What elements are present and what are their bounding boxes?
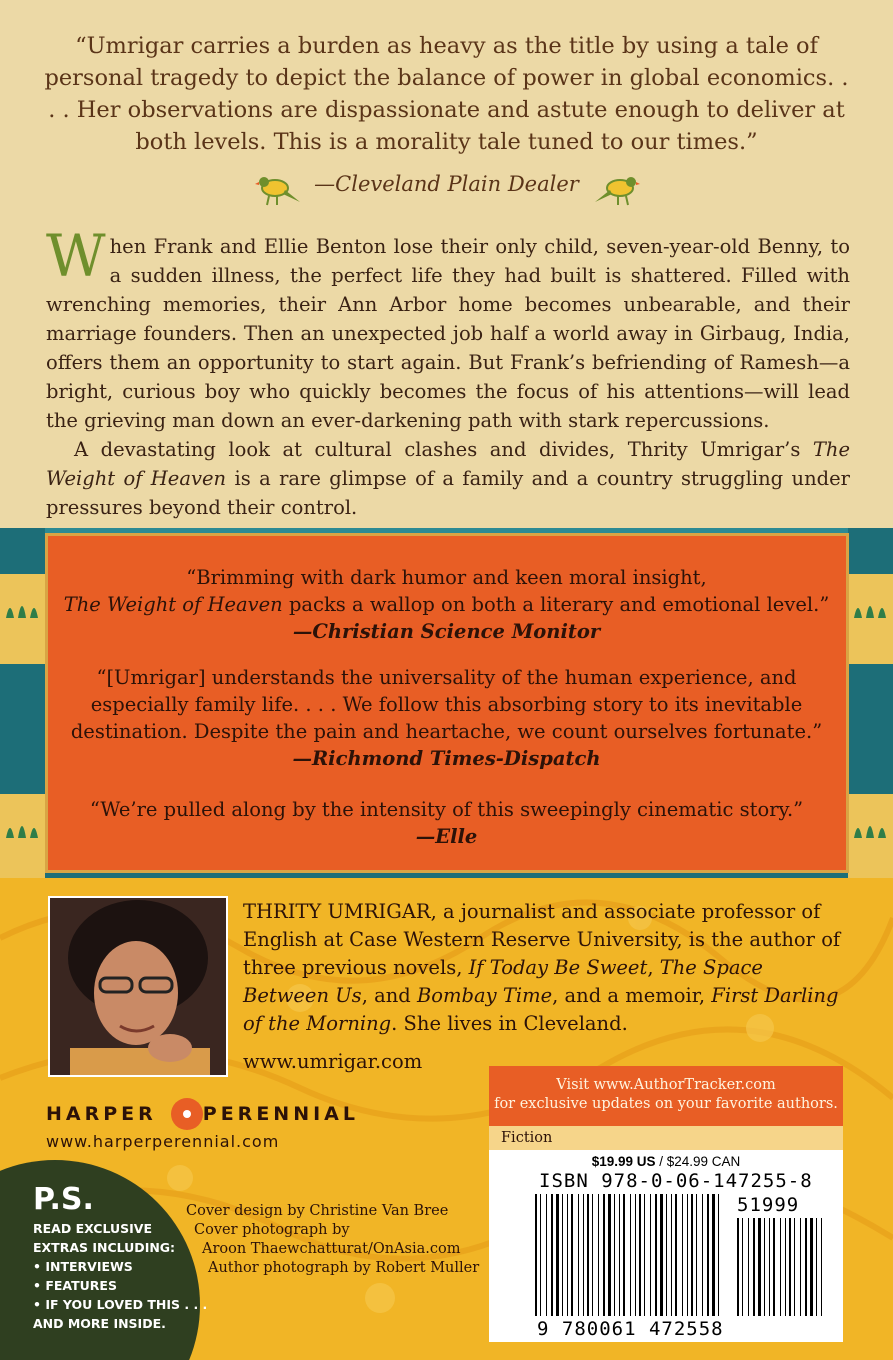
barcode-bar [556, 1194, 559, 1316]
barcode-bar [551, 1194, 553, 1316]
synopsis-paragraph-1: When Frank and Ellie Benton lose their only child, seven-year-old Benny, to a sudden illness, the perfect life they had built is shattered. Filled with wrenching memories, their Ann Arbor home becomes unbearable, and their marriage founders. Then an unexpected job half a world away in Girbaug, India, offers them an opportunity to start again. But Frank’s befriending of Ramesh—a bright, curious boy who quickly becomes the focus of his attentions—will lead the grieving man down an ever-darkening path with stark repercussions. [46, 222, 850, 432]
barcode-bar [603, 1194, 605, 1316]
barcode-bar [821, 1218, 822, 1316]
barcode-bar [650, 1194, 651, 1316]
barcode-bar [571, 1194, 573, 1316]
barcode-bar [660, 1194, 663, 1316]
barcode-bar [583, 1194, 584, 1316]
barcode-bar [789, 1218, 791, 1316]
barcode-bar [764, 1218, 765, 1316]
barcode-bar [785, 1218, 786, 1316]
barcode-digits: 9 780061 472558 [537, 1318, 724, 1340]
barcode-bar [666, 1194, 667, 1316]
review-attribution: —Elle [415, 825, 478, 848]
barcode-bar [639, 1194, 641, 1316]
barcode-bar [644, 1194, 645, 1316]
barcode-bar [753, 1218, 755, 1316]
ps-text: P.S. READ EXCLUSIVE EXTRAS INCLUDING: • INTERVIEWS • FEATURES • IF YOU LOVED THIS . . . AND MORE INSIDE. [33, 1182, 208, 1331]
synopsis-paragraph-2: A devastating look at cultural clashes and divides, Thrity Umrigar’s The Weight of Heaven is a rare glimpse of a family and a country struggling under pressures beyond their control. [46, 438, 850, 519]
barcode-bar [712, 1194, 715, 1316]
left-leaf-border-icon [0, 528, 45, 878]
author-tracker-banner: Visit www.AuthorTracker.com for exclusive updates on your favorite authors. [489, 1066, 843, 1126]
barcode-bar [671, 1194, 672, 1316]
barcode-bar [535, 1194, 537, 1316]
barcode-bar [598, 1194, 599, 1316]
barcode-bar [773, 1218, 775, 1316]
barcode-bar [682, 1194, 683, 1316]
barcode-bar [623, 1194, 625, 1316]
barcode-bar [805, 1218, 807, 1316]
author-portrait-icon [50, 898, 226, 1075]
barcode-bar [696, 1194, 697, 1316]
publisher-logo: HARPER PERENNIAL [46, 1103, 359, 1125]
barcode-bar [562, 1194, 563, 1316]
barcode-bar [655, 1194, 657, 1316]
barcode-bar [758, 1218, 761, 1316]
barcode-bar [718, 1194, 719, 1316]
barcode-bar [619, 1194, 620, 1316]
synopsis [46, 222, 850, 522]
barcode-bar [567, 1194, 568, 1316]
barcode-bar [691, 1194, 693, 1316]
publisher-url: www.harperperennial.com [46, 1132, 280, 1151]
book-title: The Weight of Heaven [63, 593, 283, 616]
review-attribution: —Richmond Times-Dispatch [292, 747, 601, 770]
top-review-attribution: —Cleveland Plain Dealer [314, 172, 579, 196]
barcode-bar [769, 1218, 770, 1316]
barcode-bar [707, 1194, 709, 1316]
barcode-bar [748, 1218, 749, 1316]
barcode-bar [810, 1218, 813, 1316]
price: $19.99 US / $24.99 CAN [591, 1154, 741, 1169]
barcode-bar [608, 1194, 611, 1316]
barcode-bar [587, 1194, 589, 1316]
barcode-bar [592, 1194, 593, 1316]
barcode-bar [540, 1194, 541, 1316]
review-quote-1: “Brimming with dark humor and keen moral insight, The Weight of Heaven packs a wallop on both a literary and emotional level.” —Christian Science Monitor [60, 564, 833, 645]
barcode-bar [702, 1194, 703, 1316]
cover-credits: Cover design by Christine Van Bree Cover photograph by Aroon Thaewchatturat/OnAsia.com Author photograph by Robert Muller [186, 1203, 480, 1276]
price-barcode-icon [737, 1218, 825, 1316]
book-title: The Weight of Heaven [46, 438, 850, 490]
barcode-bar [742, 1218, 743, 1316]
barcode-bar [687, 1194, 688, 1316]
drop-cap: W [46, 222, 106, 290]
barcode-bar [546, 1194, 547, 1316]
barcode-bar [675, 1194, 677, 1316]
review-quote-2: “[Umrigar] understands the universality of the human experience, and especially family life. . . . We follow this absorbing story to its inevitable destination. Despite the pain and heartache, we count ourselves fortunate.” —Richmond Times-Dispatch [60, 664, 833, 772]
price-code: 51999 [737, 1194, 800, 1216]
barcode-bar [614, 1194, 615, 1316]
right-leaf-border-icon [848, 528, 893, 878]
publisher-dot-icon [171, 1098, 203, 1130]
genre-label: Fiction [489, 1126, 843, 1150]
author-photo [48, 896, 228, 1077]
isbn: ISBN 978-0-06-147255-8 [539, 1170, 813, 1192]
barcode-bar [794, 1218, 795, 1316]
barcode-bar [816, 1218, 817, 1316]
review-attribution: —Christian Science Monitor [292, 620, 601, 643]
isbn-barcode-icon [535, 1194, 725, 1316]
ps-title: P.S. [33, 1182, 94, 1217]
author-website: www.umrigar.com [243, 1050, 423, 1073]
review-quote-3: “We’re pulled along by the intensity of this sweepingly cinematic story.” —Elle [60, 796, 833, 850]
top-panel [0, 0, 893, 548]
author-bio: THRITY UMRIGAR, a journalist and associate professor of English at Case Western Reserve University, is the author of three previous novels, If Today Be Sweet, The Space Between Us, and Bombay Time, and a memoir, First Darling of the Morning. She lives in Cleveland. [243, 900, 841, 1035]
barcode-bar [630, 1194, 631, 1316]
top-review-quote: “Umrigar carries a burden as heavy as the title by using a tale of personal tragedy to depict the balance of power in global economics. . . . Her observations are dispassionate and astute enough to deliver at both levels. This is a morality tale tuned to our times.” [44, 33, 849, 155]
barcode-bar [737, 1218, 739, 1316]
barcode-bar [800, 1218, 801, 1316]
barcode-bar [780, 1218, 781, 1316]
barcode-bar [635, 1194, 636, 1316]
author-name: THRITY UMRIGAR [243, 900, 431, 923]
barcode-box [489, 1150, 843, 1342]
barcode-bar [578, 1194, 579, 1316]
